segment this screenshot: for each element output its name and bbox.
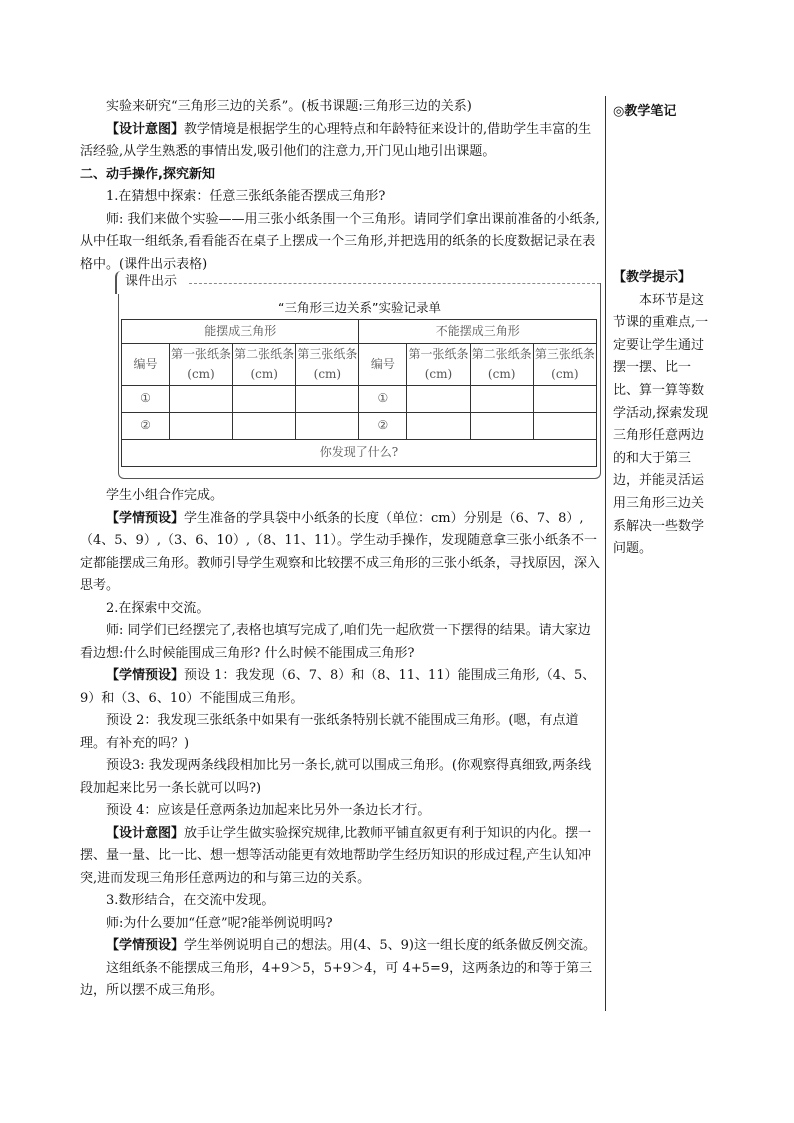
col-number: 编号	[359, 343, 407, 385]
can-form-header: 能摆成三角形	[122, 320, 359, 344]
courseware-box	[118, 274, 601, 479]
design-intent-tag: 【设计意图】	[106, 121, 185, 137]
design-intent-text: 教学情境是根据学生的心理特点和年龄特征来设计的,借助学生丰富的生活经验,从学生熟悉的事情出发,吸引他们的注意力,开门见山地引出课题。	[80, 121, 592, 159]
preset-tag: 【学情预设】	[106, 668, 185, 683]
findings-row: 你发现了什么?	[122, 439, 597, 466]
section-heading: 二、动手操作,探究新知	[80, 166, 215, 182]
paragraph-intro: 实验来研究“三角形三边的关系”。(板书课题:三角形三边的关系)	[106, 99, 472, 114]
learning-preset-1	[80, 508, 600, 598]
col-third-strip: 第三张纸条(cm)	[533, 343, 596, 385]
teaching-hint-title: 【教学提示】	[613, 270, 692, 285]
box-dashed-border	[189, 283, 600, 284]
preset-text: 学生准备的学具袋中小纸条的长度（单位：cm）分别是（6、7、8）,（4、5、9）,（3、6、10）,（8、11、11）。学生动手操作，发现随意拿三张小纸条不一定都能摆成三角形。教师引导学生观察和比较摆不成三角形的三张小纸条，寻找原因，深入思考。	[80, 510, 601, 593]
row-number: ②	[122, 412, 170, 439]
step-1: 1.在猜想中探索：任意三张纸条能否摆成三角形?	[106, 189, 386, 204]
cannot-form-header: 不能摆成三角形	[359, 320, 597, 344]
conclusion: 这组纸条不能摆成三角形，4+9＞5，5+9＞4，可 4+5=9，这两条边的和等于第三边，所以摆不成三角形。	[80, 960, 593, 998]
teacher-speech-1: 师: 我们来做个实验——用三张小纸条围一个三角形。请同学们拿出课前准备的小纸条,从中任取一组纸条,看看能否在桌子上摆成一个三角形,并把选用的纸条的长度数据记录在表格中。(课件出示表格)	[80, 211, 600, 272]
preset-tag: 【学情预设】	[106, 510, 185, 526]
row-number: ①	[122, 385, 170, 412]
col-second-strip: 第二张纸条(cm)	[233, 343, 296, 385]
group-work: 学生小组合作完成。	[106, 488, 224, 503]
teaching-hint	[613, 267, 713, 561]
main-content	[80, 96, 600, 1003]
preset-text: 学生举例说明自己的想法。用(4、5、9)这一组长度的纸条做反例交流。	[184, 938, 596, 953]
preset-2: 预设 2：我发现三张纸条中如果有一张纸条特别长就不能围成三角形。(嗯，有点道理。有补充的吗？)	[80, 713, 579, 751]
teacher-speech-3: 师:为什么要加“任意”呢?能举例说明吗?	[106, 915, 333, 931]
preset-tag: 【学情预设】	[106, 938, 185, 953]
preset-3: 预设3: 我发现两条线段相加比另一条长,就可以围成三角形。(你观察得真细致,两条线段加起来比另一条长就可以吗?)	[80, 758, 592, 796]
design-intent-1	[80, 119, 600, 164]
step-3: 3.数形结合，在交流中发现。	[106, 893, 275, 908]
row-number: ①	[359, 385, 407, 412]
preset-text: 预设 1：我发现（6、7、8）和（8、11、11）能围成三角形,（4、5、9）和（3、6、10）不能围成三角形。	[80, 668, 596, 706]
col-first-strip: 第一张纸条(cm)	[407, 343, 470, 385]
col-number: 编号	[122, 343, 170, 385]
teaching-notes-heading	[613, 101, 713, 124]
col-third-strip: 第三张纸条(cm)	[296, 343, 359, 385]
step-2: 2.在探索中交流。	[106, 600, 210, 616]
courseware-label: 课件出示	[115, 271, 183, 294]
design-intent-text: 放手让学生做实验探究规律,比教师平铺直叙更有利于知识的内化。摆一摆、量一量、比一比、想一想等活动能更有效地帮助学生经历知识的形成过程,产生认知冲突,进而发现三角形任意两边的和与第三边的关系。	[80, 825, 592, 886]
margin-divider	[605, 96, 606, 1011]
record-table	[121, 319, 597, 467]
col-second-strip: 第二张纸条(cm)	[470, 343, 533, 385]
teaching-notes-title: ◎教学笔记	[613, 104, 677, 119]
learning-preset-3	[80, 935, 600, 958]
record-sheet-title: “三角形三边关系”实验记录单	[278, 300, 441, 315]
row-number: ②	[359, 412, 407, 439]
teacher-speech-2: 师: 同学们已经摆完了,表格也填写完成了,咱们先一起欣赏一下摆得的结果。请大家边看边想:什么时候能围成三角形? 什么时候不能围成三角形?	[80, 623, 591, 661]
learning-preset-2	[80, 665, 600, 710]
preset-4: 预设 4：应该是任意两条边加起来比另外一条边长才行。	[106, 803, 431, 818]
col-first-strip: 第一张纸条(cm)	[169, 343, 232, 385]
teaching-hint-text: 本环节是这节课的重难点,一定要让学生通过摆一摆、比一比、算一算等数学活动,探索发现三角形任意两边的和大于第三边，并能灵活运用三角形三边关系解决一些数学问题。	[613, 292, 709, 557]
design-intent-tag: 【设计意图】	[106, 825, 185, 841]
design-intent-2	[80, 823, 600, 891]
